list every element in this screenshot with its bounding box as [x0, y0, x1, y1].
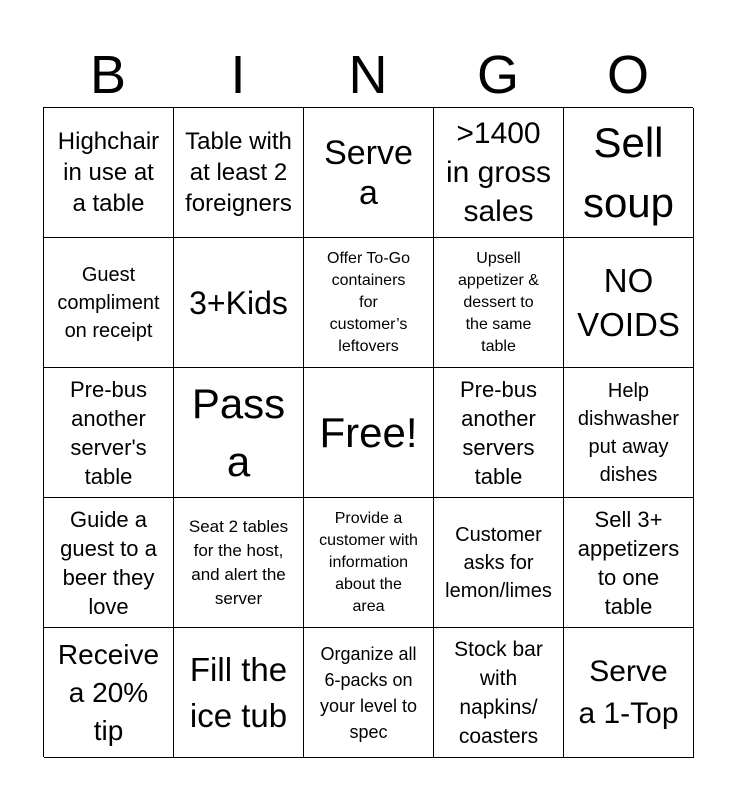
bingo-cell[interactable] — [434, 238, 564, 368]
cell-text: Fill the ice tub — [189, 650, 288, 734]
header-letter-i: I — [230, 45, 246, 105]
cell-text: Serve a 1-Top — [578, 654, 679, 730]
bingo-cell[interactable] — [44, 368, 174, 498]
header-letter-b: B — [89, 45, 127, 105]
bingo-cell[interactable] — [434, 498, 564, 628]
cell-text: Sell 3+ appetizers to one table — [577, 506, 680, 619]
cell-text: Provide a customer with information about the area — [319, 509, 418, 615]
cell-text: Sell soup — [582, 118, 675, 226]
bingo-cell[interactable] — [304, 498, 434, 628]
bingo-cell[interactable] — [174, 498, 304, 628]
cell-text: NO VOIDS — [577, 261, 680, 343]
cell-text: >1400 in gross sales — [445, 117, 552, 228]
cell-text: Highchair in use at a table — [57, 128, 160, 217]
bingo-board — [43, 107, 693, 757]
bingo-cell[interactable] — [564, 108, 694, 238]
bingo-cell[interactable] — [564, 368, 694, 498]
bingo-cell[interactable] — [304, 108, 434, 238]
bingo-cell[interactable] — [44, 238, 174, 368]
cell-text: Pass a — [191, 379, 286, 485]
cell-text: Pre-bus another servers table — [459, 376, 538, 489]
bingo-cell free-space[interactable] — [304, 368, 434, 498]
bingo-cell[interactable] — [564, 628, 694, 758]
bingo-cell[interactable] — [44, 498, 174, 628]
bingo-cell[interactable] — [174, 238, 304, 368]
bingo-cell[interactable] — [174, 628, 304, 758]
cell-text: Pre-bus another server's table — [69, 376, 148, 489]
cell-text: Upsell appetizer & dessert to the same table — [458, 249, 539, 355]
bingo-cell[interactable] — [564, 498, 694, 628]
bingo-cell[interactable] — [304, 238, 434, 368]
cell-text: Table with at least 2 foreigners — [185, 128, 292, 217]
bingo-cell[interactable] — [174, 368, 304, 498]
bingo-cell[interactable] — [174, 108, 304, 238]
cell-text: Help dishwasher put away dishes — [577, 379, 680, 486]
bingo-cell[interactable] — [434, 368, 564, 498]
header-letter-g: G — [476, 45, 519, 105]
cell-text: Organize all 6-packs on your level to spec — [319, 643, 418, 742]
header-letter-o: O — [606, 45, 649, 105]
bingo-cell[interactable] — [44, 108, 174, 238]
bingo-cell[interactable] — [434, 628, 564, 758]
cell-text: 3+Kids — [189, 284, 288, 321]
bingo-cell[interactable] — [434, 108, 564, 238]
cell-text: Receive a 20% tip — [57, 638, 160, 746]
bingo-cell[interactable] — [304, 628, 434, 758]
cell-text: Customer asks for lemon/limes — [445, 523, 552, 602]
cell-text: Stock bar with napkins/ coasters — [454, 637, 543, 748]
cell-text: Free! — [319, 408, 418, 456]
header-letter-n: N — [348, 45, 388, 105]
cell-text: Serve a — [324, 133, 413, 212]
cell-text: Offer To-Go containers for customer’s leftovers — [327, 249, 410, 355]
bingo-header — [43, 44, 693, 106]
cell-text: Seat 2 tables for the host, and alert the server — [188, 516, 289, 608]
cell-text: Guest compliment on receipt — [57, 263, 160, 342]
cell-text: Guide a guest to a beer they love — [60, 506, 157, 619]
bingo-cell[interactable] — [564, 238, 694, 368]
bingo-cell[interactable] — [44, 628, 174, 758]
